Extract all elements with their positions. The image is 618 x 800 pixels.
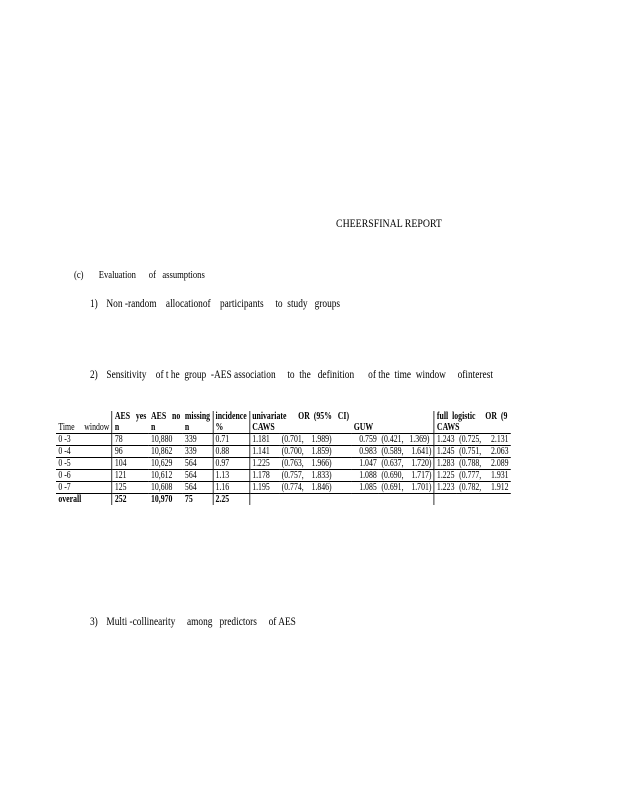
full-ci-cell: (0.777, 1.931 [457,470,511,482]
aes-yes-cell: 252 [112,494,149,506]
incidence-cell: 1.16 [213,482,250,494]
missing-cell: 75 [183,494,213,506]
empty-cell [457,494,511,506]
header-cell: n [149,422,183,434]
guw-or-cell: 1.088 [351,470,379,482]
full-or-cell: 1.223 [434,482,457,494]
item-number: 2) [90,367,98,381]
incidence-cell: 0.71 [213,434,250,446]
aes-yes-cell: 125 [112,482,149,494]
header-cell: AES yes [112,411,149,422]
table-row [56,434,511,446]
caws-ci-cell: (0.763, 1.966) [279,458,351,470]
guw-or-cell: 0.983 [351,446,379,458]
header-cell: missing [184,411,211,422]
missing-cell: 339 [183,446,213,458]
header-cell: GUW [351,422,434,434]
guw-ci-cell: (0.589, 1.641) [379,446,434,458]
time-window-cell: 0 -7 [56,482,112,494]
aes-no-cell: 10,608 [149,482,183,494]
caws-or-cell: 1.181 [249,434,279,446]
table-row [56,470,511,482]
table-row [56,446,511,458]
guw-or-cell: 1.047 [351,458,379,470]
incidence-cell: 2.25 [213,494,250,506]
guw-ci-cell: (0.421, 1.369) [379,434,434,446]
sensitivity-table-container [56,411,618,505]
header-cell: Time window [56,422,112,434]
empty-cell [249,494,279,506]
table-row [56,482,511,494]
time-window-cell: 0 -5 [56,458,112,470]
full-or-cell: 1.283 [434,458,457,470]
time-window-cell: 0 -4 [56,446,112,458]
caws-or-cell: 1.195 [249,482,279,494]
full-ci-cell: (0.788, 2.089 [457,458,511,470]
time-window-cell: overall [56,494,112,506]
header-cell: full logistic OR (9 [434,411,511,422]
header-cell: AES no [150,411,181,422]
guw-or-cell: 0.759 [351,434,379,446]
aes-no-cell: 10,880 [149,434,183,446]
aes-yes-cell: 121 [112,470,149,482]
section-c-heading [74,269,205,281]
overall-row [56,494,511,506]
item-number: 3) [90,614,98,628]
item-2 [90,367,493,382]
guw-ci-cell: (0.691, 1.701) [379,482,434,494]
header-row-1 [56,411,511,422]
incidence-cell: 1.13 [213,470,250,482]
aes-yes-cell: 96 [112,446,149,458]
empty-cell [434,494,457,506]
item-text: Multi -collinearity among predictors of AES [106,614,296,628]
missing-cell: 339 [183,434,213,446]
caws-or-cell: 1.141 [249,446,279,458]
caws-or-cell: 1.178 [249,470,279,482]
empty-cell [279,494,351,506]
caws-ci-cell: (0.701, 1.989) [279,434,351,446]
sensitivity-table [56,411,511,505]
item-1 [90,296,340,311]
time-window-cell: 0 -3 [56,434,112,446]
item-text: Sensitivity of t he group -AES association to the definition of the time window ofinterest [106,367,493,381]
full-ci-cell: (0.751, 2.063 [457,446,511,458]
caws-ci-cell: (0.757, 1.833) [279,470,351,482]
item-text: Non -random allocationof participants to study groups [106,296,341,310]
header-cell [351,411,434,422]
header-cell [56,411,112,422]
item-3 [90,614,296,629]
full-or-cell: 1.225 [434,470,457,482]
header-cell: CAWS [434,422,511,434]
header-cell: % [213,422,250,434]
header-cell: CAWS [249,422,351,434]
aes-no-cell: 10,970 [149,494,183,506]
header-cell: univariate OR (95% CI) [249,411,351,422]
missing-cell: 564 [183,482,213,494]
header-cell: incidence [213,411,250,422]
aes-yes-cell: 78 [112,434,149,446]
page-header: CHEERSFINAL REPORT [336,216,442,230]
missing-cell: 564 [183,458,213,470]
table-row [56,458,511,470]
empty-cell [379,494,434,506]
full-ci-cell: (0.782, 1.912 [457,482,511,494]
incidence-cell: 0.97 [213,458,250,470]
full-or-cell: 1.245 [434,446,457,458]
time-window-cell: 0 -6 [56,470,112,482]
aes-no-cell: 10,612 [149,470,183,482]
incidence-cell: 0.88 [213,446,250,458]
guw-ci-cell: (0.690, 1.717) [379,470,434,482]
aes-no-cell: 10,629 [149,458,183,470]
caws-ci-cell: (0.774, 1.846) [279,482,351,494]
header-cell: n [112,422,149,434]
header-cell: n [183,422,213,434]
full-or-cell: 1.243 [434,434,457,446]
section-label: (c) [74,269,84,281]
header-row-2 [56,422,511,434]
item-number: 1) [90,296,98,310]
caws-or-cell: 1.225 [249,458,279,470]
aes-yes-cell: 104 [112,458,149,470]
empty-cell [351,494,379,506]
section-title: Evaluation of assumptions [98,269,205,281]
guw-ci-cell: (0.637, 1.720) [379,458,434,470]
aes-no-cell: 10,862 [149,446,183,458]
caws-ci-cell: (0.700, 1.859) [279,446,351,458]
guw-or-cell: 1.085 [351,482,379,494]
missing-cell: 564 [183,470,213,482]
full-ci-cell: (0.725, 2.131 [457,434,511,446]
